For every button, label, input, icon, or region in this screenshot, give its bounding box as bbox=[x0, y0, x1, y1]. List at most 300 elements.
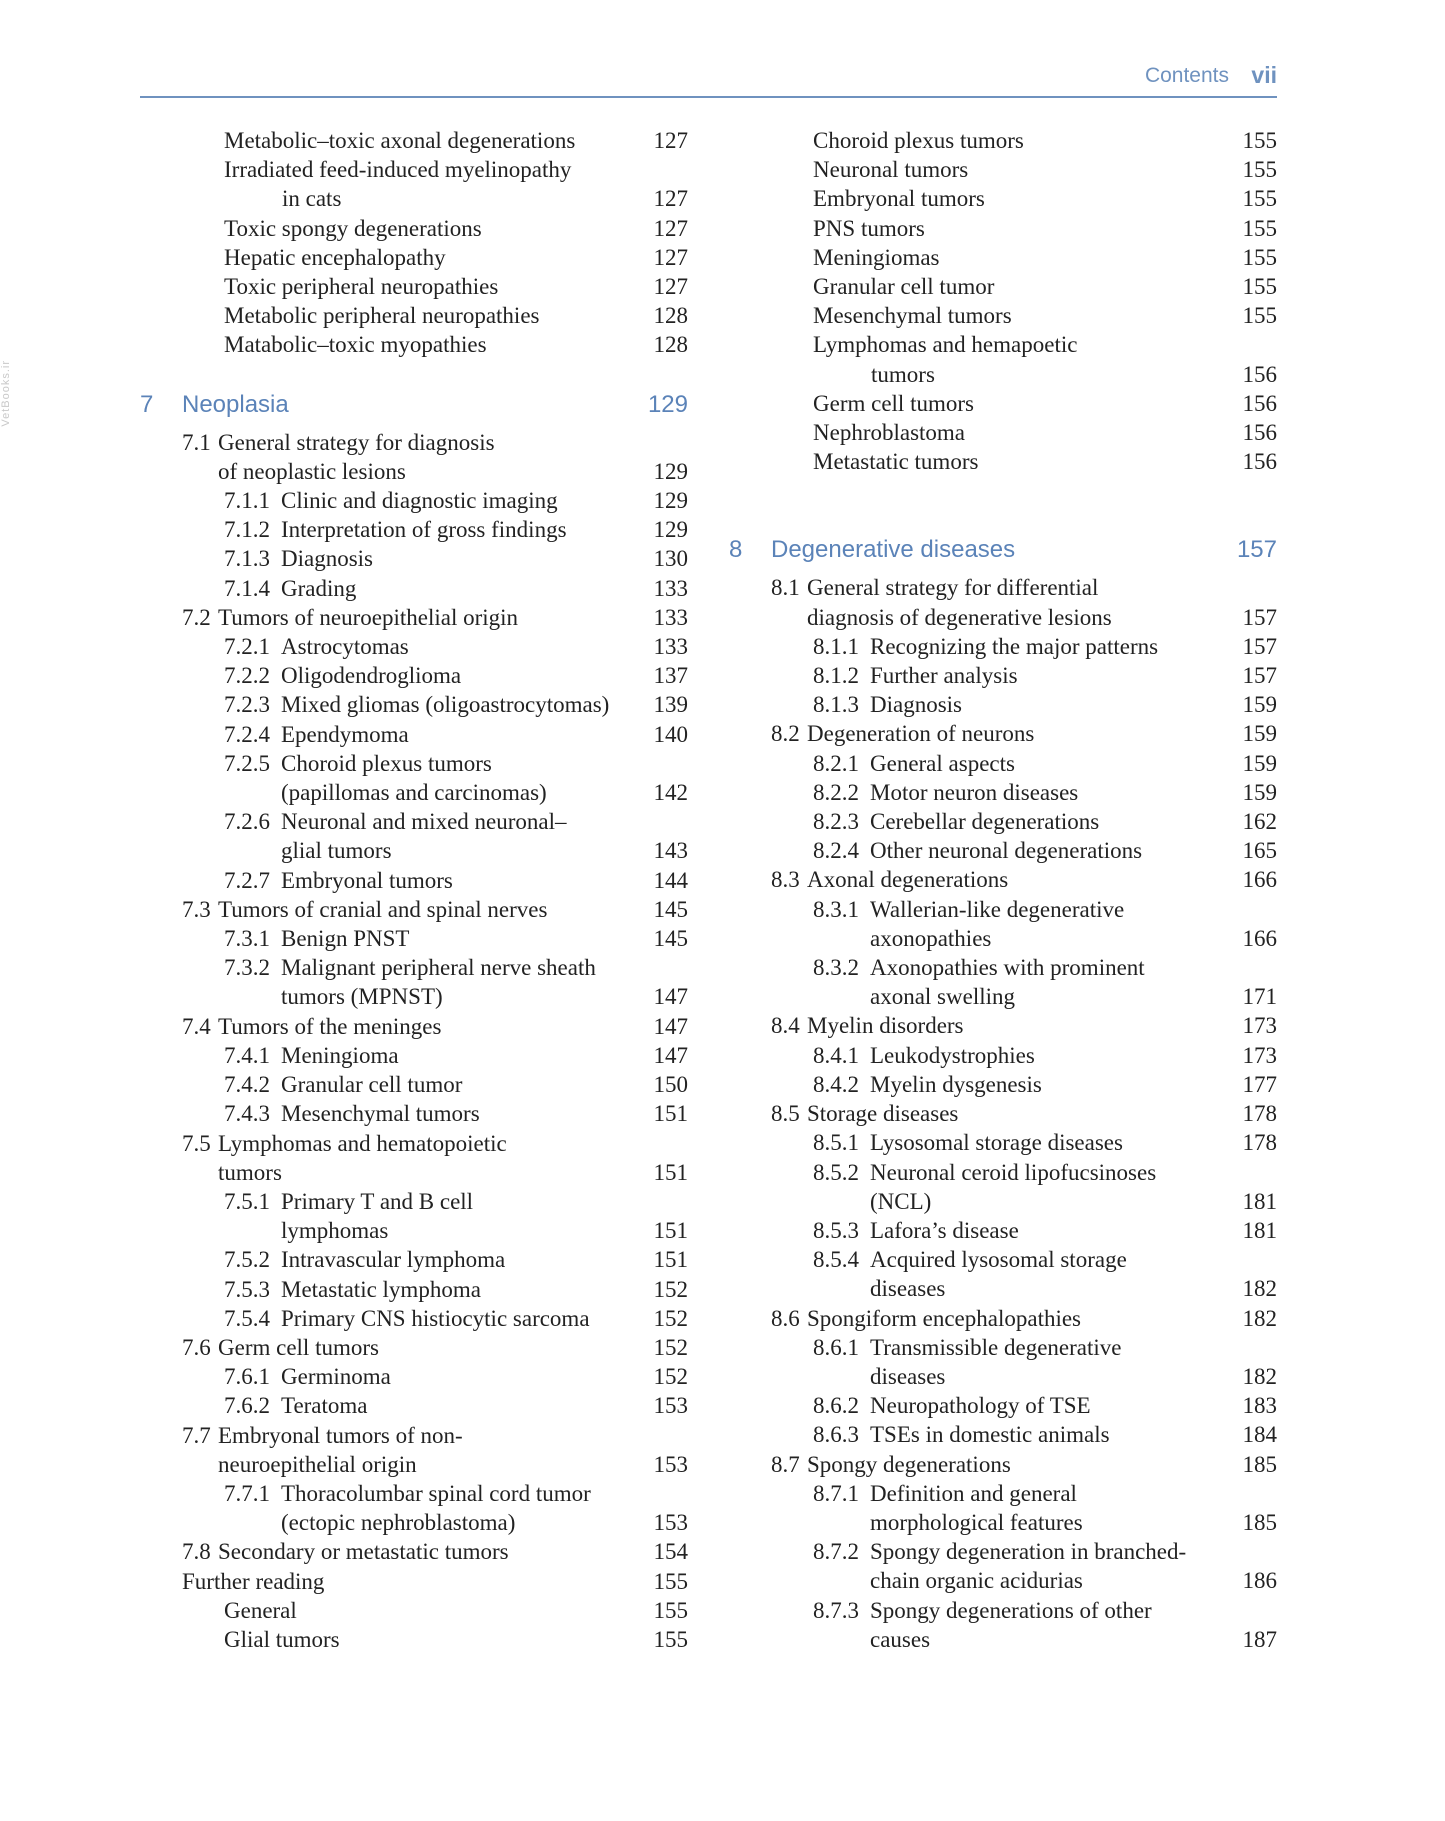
toc-entry-line bbox=[729, 184, 1277, 213]
toc-entry[interactable] bbox=[140, 749, 688, 807]
toc-entry-line bbox=[729, 1333, 1277, 1362]
toc-entry-line bbox=[140, 1041, 688, 1070]
toc-entry[interactable] bbox=[140, 1362, 688, 1391]
toc-entry[interactable] bbox=[140, 1041, 688, 1070]
page-ref: 155 bbox=[1242, 244, 1277, 270]
section-number: 7.6.1 bbox=[224, 1364, 270, 1390]
page-ref: 155 bbox=[653, 1626, 688, 1652]
toc-entry-line bbox=[140, 428, 688, 457]
page-ref: 139 bbox=[653, 692, 688, 718]
page-header bbox=[140, 58, 1277, 98]
section-title: Further analysis bbox=[870, 663, 1018, 689]
section-number: 8.5.1 bbox=[813, 1130, 859, 1156]
section-title: Diagnosis bbox=[870, 692, 962, 718]
page-ref: 127 bbox=[653, 244, 688, 270]
section-title: Storage diseases bbox=[807, 1101, 959, 1127]
toc-entry[interactable] bbox=[140, 866, 688, 895]
section-title: Nephroblastoma bbox=[813, 420, 966, 446]
page-ref: 153 bbox=[653, 1510, 688, 1536]
toc-entry[interactable] bbox=[140, 1391, 688, 1420]
toc-entry[interactable] bbox=[140, 1099, 688, 1128]
toc-entry-line bbox=[729, 1070, 1277, 1099]
chapter-page: 157 bbox=[1236, 536, 1277, 564]
toc-entry-line bbox=[140, 1625, 688, 1654]
toc-entry[interactable] bbox=[140, 1537, 688, 1566]
section-number: 8.6.3 bbox=[813, 1422, 859, 1448]
page-ref: 155 bbox=[653, 1597, 688, 1623]
section-number: 7.6.2 bbox=[224, 1393, 270, 1419]
page-ref: 173 bbox=[1242, 1013, 1277, 1039]
toc-entry-line bbox=[140, 1304, 688, 1333]
toc-entry-line: lymphomas bbox=[281, 1218, 389, 1244]
toc-entry-line bbox=[140, 895, 688, 924]
section-number: 7.1 bbox=[182, 429, 211, 455]
toc-entry[interactable] bbox=[140, 1625, 688, 1654]
toc-entry[interactable] bbox=[729, 1420, 1277, 1449]
toc-entry-line: diseases bbox=[870, 1363, 946, 1389]
toc-entry[interactable] bbox=[729, 184, 1277, 213]
toc-entry-line bbox=[729, 447, 1277, 476]
section-title: Intravascular lymphoma bbox=[281, 1247, 506, 1273]
section-number: 8.2.3 bbox=[813, 809, 859, 835]
toc-entry[interactable] bbox=[729, 1099, 1277, 1128]
toc-entry[interactable] bbox=[729, 389, 1277, 418]
toc-entry-line bbox=[140, 632, 688, 661]
section-title: Metastatic tumors bbox=[813, 449, 979, 475]
page-ref: 162 bbox=[1242, 809, 1277, 835]
section-title: Spongy degenerations of other bbox=[870, 1597, 1152, 1623]
toc-entry[interactable] bbox=[729, 1537, 1277, 1595]
chapter-number: 7 bbox=[140, 390, 154, 418]
section-number: 7.5.4 bbox=[224, 1305, 270, 1331]
section-number: 7.3 bbox=[182, 896, 211, 922]
toc-entry[interactable] bbox=[140, 1333, 688, 1362]
toc-entry-line bbox=[729, 895, 1277, 924]
section-title: Cerebellar degenerations bbox=[870, 809, 1100, 835]
section-number: 8.3.1 bbox=[813, 896, 859, 922]
toc-entry-line bbox=[140, 924, 688, 953]
toc-entry[interactable] bbox=[729, 418, 1277, 447]
section-title: Neuronal and mixed neuronal– bbox=[281, 809, 567, 835]
section-number: 8.1 bbox=[771, 575, 800, 601]
page-ref: 183 bbox=[1242, 1393, 1277, 1419]
page-ref: 157 bbox=[1242, 633, 1277, 659]
toc-entry[interactable] bbox=[140, 428, 688, 486]
section-number: 8.7.2 bbox=[813, 1539, 859, 1565]
toc-entry-line bbox=[140, 544, 688, 573]
page-ref: 133 bbox=[653, 634, 688, 660]
page-ref: 159 bbox=[1242, 750, 1277, 776]
page-ref: 152 bbox=[653, 1364, 688, 1390]
toc-entry-line bbox=[729, 1420, 1277, 1449]
toc-entry-line bbox=[729, 1011, 1277, 1040]
section-title: Lysosomal storage diseases bbox=[870, 1130, 1123, 1156]
section-title: Diagnosis bbox=[281, 546, 373, 572]
toc-entry[interactable] bbox=[729, 1304, 1277, 1333]
toc-entry[interactable] bbox=[729, 1070, 1277, 1099]
section-number: 8.2.1 bbox=[813, 750, 859, 776]
toc-entry-line: (NCL) bbox=[870, 1188, 932, 1214]
page-ref: 159 bbox=[1242, 721, 1277, 747]
toc-entry-line bbox=[729, 214, 1277, 243]
page-ref: 151 bbox=[653, 1218, 688, 1244]
page-ref: 182 bbox=[1242, 1305, 1277, 1331]
toc-entry-line bbox=[140, 1362, 688, 1391]
page-ref: 129 bbox=[653, 458, 688, 484]
toc-entry[interactable] bbox=[140, 895, 688, 924]
toc-entry[interactable] bbox=[140, 214, 688, 243]
section-title: Toxic spongy degenerations bbox=[224, 215, 482, 241]
toc-entry[interactable] bbox=[729, 1158, 1277, 1216]
toc-entry-line bbox=[140, 214, 688, 243]
toc-entry-line bbox=[729, 155, 1277, 184]
page-ref: 145 bbox=[653, 896, 688, 922]
section-number: 7.1.3 bbox=[224, 546, 270, 572]
toc-entry[interactable] bbox=[729, 1128, 1277, 1157]
section-number: 8.7.1 bbox=[813, 1480, 859, 1506]
toc-entry[interactable] bbox=[729, 1333, 1277, 1391]
toc-entry[interactable] bbox=[729, 1479, 1277, 1537]
section-title: Granular cell tumor bbox=[281, 1072, 463, 1098]
toc-entry[interactable] bbox=[140, 924, 688, 953]
section-number: 8.6.1 bbox=[813, 1334, 859, 1360]
page-ref: 159 bbox=[1242, 779, 1277, 805]
toc-entry-line bbox=[729, 330, 1277, 359]
toc-entry[interactable] bbox=[140, 515, 688, 544]
section-number: 7.5.2 bbox=[224, 1247, 270, 1273]
section-title: Leukodystrophies bbox=[870, 1042, 1035, 1068]
section-title: Secondary or metastatic tumors bbox=[218, 1539, 509, 1565]
toc-entry-line bbox=[140, 1129, 688, 1158]
toc-entry-line bbox=[729, 719, 1277, 748]
page-ref: 133 bbox=[653, 604, 688, 630]
section-number: 7.1.4 bbox=[224, 575, 270, 601]
section-number: 8.3.2 bbox=[813, 955, 859, 981]
toc-entry[interactable] bbox=[729, 301, 1277, 330]
toc-entry-line bbox=[729, 1304, 1277, 1333]
toc-entry[interactable] bbox=[729, 1216, 1277, 1245]
toc-entry[interactable] bbox=[140, 1012, 688, 1041]
toc-entry-line bbox=[140, 807, 688, 836]
toc-entry-line bbox=[729, 272, 1277, 301]
page-ref: 171 bbox=[1242, 984, 1277, 1010]
page-ref: 153 bbox=[653, 1451, 688, 1477]
toc-column-left bbox=[140, 126, 688, 1654]
toc-entry[interactable] bbox=[140, 807, 688, 865]
toc-entry-line: (ectopic nephroblastoma) bbox=[281, 1510, 516, 1536]
toc-entry-line bbox=[140, 486, 688, 515]
section-title: Clinic and diagnostic imaging bbox=[281, 488, 558, 514]
page-ref: 151 bbox=[653, 1247, 688, 1273]
section-number: 8.5.4 bbox=[813, 1247, 859, 1273]
toc-entry[interactable] bbox=[729, 243, 1277, 272]
page-ref: 155 bbox=[653, 1568, 688, 1594]
toc-entry[interactable] bbox=[140, 603, 688, 632]
toc-entry-line bbox=[729, 1596, 1277, 1625]
section-title: Ependymoma bbox=[281, 721, 409, 747]
section-title: Acquired lysosomal storage bbox=[870, 1247, 1127, 1273]
toc-entry[interactable] bbox=[140, 301, 688, 330]
section-number: 7.3.2 bbox=[224, 955, 270, 981]
section-title: Glial tumors bbox=[224, 1626, 340, 1652]
section-title: Transmissible degenerative bbox=[870, 1334, 1122, 1360]
toc-entry-line bbox=[140, 690, 688, 719]
section-title: Hepatic encephalopathy bbox=[224, 244, 446, 270]
section-title: Toxic peripheral neuropathies bbox=[224, 274, 499, 300]
page-ref: 155 bbox=[1242, 274, 1277, 300]
toc-entry-line bbox=[140, 1596, 688, 1625]
section-number: 7.5.3 bbox=[224, 1276, 270, 1302]
toc-entry[interactable] bbox=[729, 807, 1277, 836]
section-title: Metabolic–toxic axonal degenerations bbox=[224, 128, 576, 153]
section-title: Interpretation of gross findings bbox=[281, 517, 567, 543]
toc-entry[interactable] bbox=[729, 953, 1277, 1011]
page-ref: 159 bbox=[1242, 692, 1277, 718]
section-number: 8.7.3 bbox=[813, 1597, 859, 1623]
section-title: Lymphomas and hematopoietic bbox=[218, 1130, 507, 1156]
toc-entry[interactable] bbox=[140, 1275, 688, 1304]
toc-entry-line: glial tumors bbox=[281, 838, 392, 864]
section-number: 7.4 bbox=[182, 1013, 211, 1039]
toc-entry[interactable] bbox=[140, 544, 688, 573]
page-ref: 156 bbox=[1242, 420, 1277, 446]
page-ref: 147 bbox=[653, 1042, 688, 1068]
section-number: 7.2.3 bbox=[224, 692, 270, 718]
toc-entry-line bbox=[140, 1245, 688, 1274]
section-title: Tumors of cranial and spinal nerves bbox=[218, 896, 548, 922]
page-ref: 137 bbox=[653, 663, 688, 689]
section-title: PNS tumors bbox=[813, 215, 925, 241]
toc-entry-line bbox=[140, 1275, 688, 1304]
toc-entry-line: (papillomas and carcinomas) bbox=[281, 780, 547, 806]
section-title: Primary CNS histiocytic sarcoma bbox=[281, 1305, 590, 1331]
toc-entry[interactable] bbox=[729, 778, 1277, 807]
section-number: 8.1.3 bbox=[813, 692, 859, 718]
toc-entry[interactable] bbox=[729, 573, 1277, 631]
section-title: Granular cell tumor bbox=[813, 274, 995, 300]
section-number: 8.4.2 bbox=[813, 1071, 859, 1097]
toc-entry[interactable] bbox=[729, 895, 1277, 953]
toc-entry[interactable] bbox=[729, 330, 1277, 388]
toc-entry-line bbox=[729, 126, 1277, 155]
toc-entry-line bbox=[140, 1187, 688, 1216]
toc-entry[interactable] bbox=[729, 719, 1277, 748]
section-number: 7.2.5 bbox=[224, 750, 270, 776]
section-title: General bbox=[224, 1597, 297, 1623]
chapter-title: Degenerative diseases bbox=[771, 536, 1016, 564]
section-number: 7.5 bbox=[182, 1130, 211, 1156]
toc-entry-line bbox=[140, 1391, 688, 1420]
page-ref: 155 bbox=[1242, 157, 1277, 183]
toc-entry[interactable] bbox=[729, 1450, 1277, 1479]
toc-entry-line bbox=[729, 661, 1277, 690]
toc-entry[interactable] bbox=[729, 126, 1277, 155]
section-number: 8.1.1 bbox=[813, 633, 859, 659]
section-title: General aspects bbox=[870, 750, 1015, 776]
toc-entry[interactable] bbox=[140, 1070, 688, 1099]
section-number: 8.4.1 bbox=[813, 1042, 859, 1068]
section-title: Metastatic lymphoma bbox=[281, 1276, 481, 1302]
toc-entry[interactable] bbox=[729, 155, 1277, 184]
page-ref: 177 bbox=[1242, 1071, 1277, 1097]
toc-entry-line bbox=[140, 243, 688, 272]
chapter-heading[interactable] bbox=[140, 390, 688, 420]
section-number: 7.1.1 bbox=[224, 488, 270, 514]
page-ref: 144 bbox=[653, 867, 688, 893]
toc-entry-line bbox=[140, 1099, 688, 1128]
toc-entry[interactable] bbox=[140, 272, 688, 301]
page-ref: 156 bbox=[1242, 361, 1277, 387]
toc-entry[interactable] bbox=[729, 1041, 1277, 1070]
page-ref: 178 bbox=[1242, 1130, 1277, 1156]
page-ref: 147 bbox=[653, 984, 688, 1010]
page-ref: 151 bbox=[653, 1159, 688, 1185]
section-title: Axonal degenerations bbox=[807, 867, 1009, 893]
toc-entry[interactable] bbox=[140, 690, 688, 719]
page-ref: 178 bbox=[1242, 1101, 1277, 1127]
toc-entry[interactable] bbox=[140, 661, 688, 690]
chapter-page: 129 bbox=[647, 390, 688, 418]
section-title: Irradiated feed-induced myelinopathy bbox=[224, 157, 572, 183]
toc-entry-line bbox=[140, 1012, 688, 1041]
section-number: 8.6 bbox=[771, 1305, 800, 1331]
toc-entry[interactable] bbox=[729, 1011, 1277, 1040]
toc-entry[interactable] bbox=[140, 243, 688, 272]
toc-entry[interactable] bbox=[140, 330, 688, 359]
section-number: 8.5.3 bbox=[813, 1217, 859, 1243]
toc-entry[interactable] bbox=[140, 1567, 688, 1596]
chapter-heading[interactable] bbox=[729, 535, 1277, 565]
toc-entry-line bbox=[140, 330, 688, 359]
section-title: Meningiomas bbox=[813, 244, 940, 270]
toc-entry[interactable] bbox=[729, 1245, 1277, 1303]
page-ref: 150 bbox=[653, 1072, 688, 1098]
toc-entry[interactable] bbox=[140, 1245, 688, 1274]
toc-entry-line bbox=[729, 243, 1277, 272]
section-number: 8.5 bbox=[771, 1101, 800, 1127]
page-ref: 127 bbox=[653, 274, 688, 300]
section-number: 8.2.2 bbox=[813, 779, 859, 805]
section-number: 8.2.4 bbox=[813, 838, 859, 864]
section-number: 7.4.2 bbox=[224, 1072, 270, 1098]
page-ref: 173 bbox=[1242, 1042, 1277, 1068]
page-ref: 181 bbox=[1242, 1188, 1277, 1214]
page-ref: 127 bbox=[653, 186, 688, 212]
page-number: vii bbox=[1251, 62, 1277, 88]
toc-entry-line: morphological features bbox=[870, 1509, 1083, 1535]
page-ref: 127 bbox=[653, 215, 688, 241]
toc-entry-line: tumors bbox=[871, 361, 935, 387]
toc-entry-line bbox=[140, 1333, 688, 1362]
section-title: General strategy for diagnosis bbox=[218, 429, 495, 455]
chapter-number: 8 bbox=[729, 536, 743, 564]
toc-entry-line: tumors bbox=[218, 1159, 282, 1185]
toc-entry-line bbox=[140, 1567, 688, 1596]
toc-entry[interactable] bbox=[729, 690, 1277, 719]
toc-entry-line bbox=[140, 126, 688, 155]
toc-entry-line bbox=[729, 749, 1277, 778]
toc-entry[interactable] bbox=[140, 155, 688, 213]
toc-entry-line bbox=[729, 1099, 1277, 1128]
toc-entry-line bbox=[729, 1158, 1277, 1187]
section-number: 7.7.1 bbox=[224, 1480, 270, 1506]
page-ref: 152 bbox=[653, 1334, 688, 1360]
page-ref: 151 bbox=[653, 1101, 688, 1127]
toc-entry[interactable] bbox=[140, 486, 688, 515]
toc-entry[interactable] bbox=[140, 1596, 688, 1625]
toc-entry-line bbox=[729, 690, 1277, 719]
section-number: 7.2 bbox=[182, 604, 211, 630]
toc-entry-line bbox=[140, 272, 688, 301]
section-title: Metabolic peripheral neuropathies bbox=[224, 303, 540, 329]
toc-entry[interactable] bbox=[140, 720, 688, 749]
toc-entry[interactable] bbox=[729, 749, 1277, 778]
toc-entry[interactable] bbox=[140, 126, 688, 155]
section-number: 7.2.7 bbox=[224, 867, 270, 893]
section-number: 7.4.1 bbox=[224, 1042, 270, 1068]
section-title: Tumors of the meninges bbox=[218, 1013, 442, 1039]
toc-entry[interactable] bbox=[140, 1187, 688, 1245]
toc-entry[interactable] bbox=[140, 1304, 688, 1333]
section-title: Meningioma bbox=[281, 1042, 399, 1068]
section-title: Germinoma bbox=[281, 1364, 391, 1390]
section-title: Embryonal tumors bbox=[281, 867, 453, 893]
toc-entry-line bbox=[140, 301, 688, 330]
toc-entry[interactable] bbox=[729, 865, 1277, 894]
section-number: 7.6 bbox=[182, 1334, 211, 1360]
toc-entry[interactable] bbox=[140, 1421, 688, 1479]
section-title: Thoracolumbar spinal cord tumor bbox=[281, 1480, 591, 1506]
toc-entry[interactable] bbox=[729, 1596, 1277, 1654]
toc-entry-line: diseases bbox=[870, 1276, 946, 1302]
toc-entry[interactable] bbox=[729, 836, 1277, 865]
toc-entry[interactable] bbox=[140, 953, 688, 1011]
section-number: 7.2.1 bbox=[224, 634, 270, 660]
page-ref: 142 bbox=[653, 780, 688, 806]
toc-entry[interactable] bbox=[140, 632, 688, 661]
page-ref: 181 bbox=[1242, 1217, 1277, 1243]
page-ref: 130 bbox=[653, 546, 688, 572]
page-ref: 155 bbox=[1242, 128, 1277, 153]
toc-entry[interactable] bbox=[140, 1129, 688, 1187]
toc-entry[interactable] bbox=[729, 447, 1277, 476]
page-ref: 128 bbox=[653, 303, 688, 329]
toc-entry[interactable] bbox=[729, 214, 1277, 243]
toc-entry[interactable] bbox=[729, 1391, 1277, 1420]
page-ref: 186 bbox=[1242, 1568, 1277, 1594]
toc-entry[interactable] bbox=[729, 632, 1277, 661]
page-ref: 157 bbox=[1242, 663, 1277, 689]
toc-entry-line bbox=[140, 515, 688, 544]
toc-entry-line bbox=[729, 418, 1277, 447]
section-title: Neuronal tumors bbox=[813, 157, 969, 183]
page-ref: 140 bbox=[653, 721, 688, 747]
toc-entry[interactable] bbox=[729, 272, 1277, 301]
page-ref: 128 bbox=[653, 332, 688, 358]
toc-entry-line bbox=[140, 603, 688, 632]
toc-entry-line: chain organic acidurias bbox=[870, 1568, 1083, 1594]
toc-entry[interactable] bbox=[729, 661, 1277, 690]
section-number: 8.3 bbox=[771, 867, 800, 893]
toc-entry[interactable] bbox=[140, 1479, 688, 1537]
section-title: Spongy degeneration in branched- bbox=[870, 1539, 1187, 1565]
page-ref: 156 bbox=[1242, 390, 1277, 416]
section-title: Neuropathology of TSE bbox=[870, 1393, 1091, 1419]
section-title: Lafora’s disease bbox=[870, 1217, 1019, 1243]
page-ref: 152 bbox=[653, 1276, 688, 1302]
toc-entry[interactable] bbox=[140, 574, 688, 603]
page-ref: 166 bbox=[1242, 867, 1277, 893]
